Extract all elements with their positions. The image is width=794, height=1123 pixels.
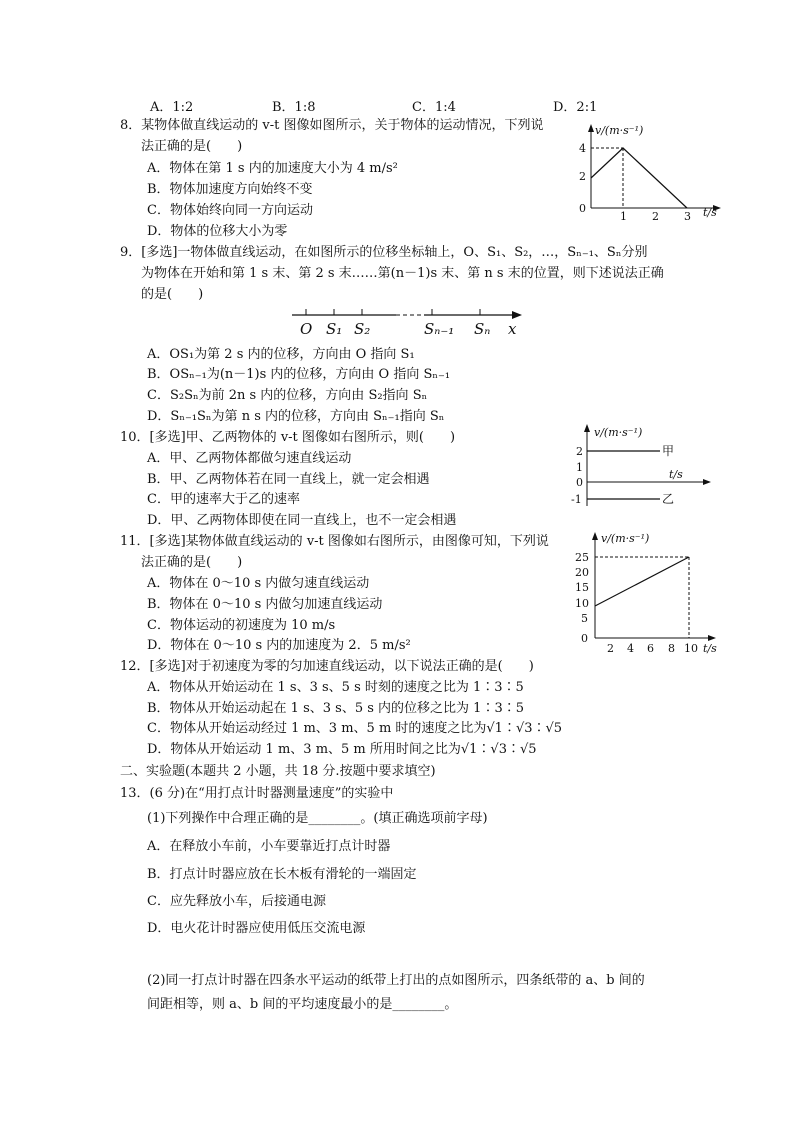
- q9-position-axis: [292, 302, 532, 342]
- q8-xtick: 2: [652, 210, 659, 223]
- q11-ytick: 20: [575, 566, 589, 579]
- q8-ytick: 2: [579, 170, 586, 183]
- q7-option-b: B．1:8: [272, 100, 316, 115]
- q12-option-a: A．物体从开始运动在 1 s、3 s、5 s 时刻的速度之比为 1∶3∶5: [147, 680, 524, 695]
- q7-option-c: C．1:4: [412, 100, 456, 115]
- q10-option-d: D．甲、乙两物体即使在同一直线上，也不一定会相遇: [147, 513, 457, 528]
- q11-option-a: A．物体在 0～10 s 内做匀速直线运动: [147, 576, 370, 591]
- section-heading: 二、实验题(本题共 2 小题，共 18 分.按题中要求填空): [120, 764, 436, 779]
- q8-xtick: 1: [620, 210, 627, 223]
- q8-stem-cont: 法正确的是( ): [141, 139, 243, 154]
- q13-option-b: B．打点计时器应放在长木板有滑轮的一端固定: [147, 867, 417, 882]
- q7-option-d: D．2:1: [553, 100, 598, 115]
- q9-option-d: D．Sₙ₋₁Sₙ为第 n s 内的位移，方向由 Sₙ₋₁指向 Sₙ: [147, 409, 445, 424]
- q13-stem: 13．(6 分)在“用打点计时器测量速度”的实验中: [120, 786, 394, 801]
- q8-xtick: 3: [684, 210, 691, 223]
- q7-option-a: A．1:2: [150, 100, 194, 115]
- q11-ytick: 5: [581, 612, 588, 625]
- q11-xtick: 4: [627, 642, 634, 655]
- q11-xtick: 8: [668, 642, 675, 655]
- q11-vt-chart: [565, 528, 735, 658]
- q13-sub2: (2)同一打点计时器在四条水平运动的纸带上打出的点如图所示，四条纸带的 a、b 间的: [147, 973, 645, 988]
- q11-series-line: [595, 557, 689, 606]
- q13-option-c: C．应先释放小车，后接通电源: [147, 894, 326, 909]
- series-yi-label: 乙: [662, 492, 675, 506]
- q11-ylabel: v/(m·s⁻¹): [601, 532, 650, 545]
- q8-vt-chart: [565, 120, 735, 230]
- q11-stem-cont: 法正确的是( ): [141, 555, 243, 570]
- q8-ylabel: v/(m·s⁻¹): [595, 124, 644, 137]
- q12-option-c: C．物体从开始运动经过 1 m、3 m、5 m 时的速度之比为√1∶√3∶√5: [147, 721, 563, 736]
- q12-option-d: D．物体从开始运动 1 m、3 m、5 m 所用时间之比为√1∶√3∶√5: [147, 742, 537, 757]
- q11-xlabel: t/s: [703, 642, 717, 655]
- q9-option-c: C．S₂Sₙ为前 2n s 内的位移，方向由 S₂指向 Sₙ: [147, 388, 428, 403]
- q11-xtick: 6: [647, 642, 654, 655]
- axis-label-sn-1: Sₙ₋₁: [424, 320, 455, 338]
- q13-option-a: A．在释放小车前，小车要靠近打点计时器: [147, 839, 391, 854]
- q11-ytick: 0: [581, 632, 588, 645]
- q11-xtick: 2: [607, 642, 614, 655]
- q10-option-a: A．甲、乙两物体都做匀速直线运动: [147, 451, 352, 466]
- q8-option-d: D．物体的位移大小为零: [147, 224, 288, 239]
- q8-option-b: B．物体加速度方向始终不变: [147, 182, 313, 197]
- q10-option-c: C．甲的速率大于乙的速率: [147, 492, 300, 507]
- q9-option-a: A．OS₁为第 2 s 内的位移，方向由 O 指向 S₁: [147, 347, 415, 362]
- q10-option-b: B．甲、乙两物体若在同一直线上，就一定会相遇: [147, 472, 430, 487]
- q10-ytick: -1: [571, 493, 582, 506]
- q10-xlabel: t/s: [669, 468, 683, 481]
- axis-label-s2: S₂: [354, 320, 371, 338]
- q8-option-c: C．物体始终向同一方向运动: [147, 203, 313, 218]
- q8-series-line: [591, 148, 687, 208]
- axis-label-x: x: [508, 320, 517, 338]
- q8-xlabel: t/s: [703, 206, 717, 219]
- q10-vt-chart: [565, 424, 735, 514]
- q11-option-c: C．物体运动的初速度为 10 m/s: [147, 618, 336, 633]
- q10-ytick: 2: [576, 445, 583, 458]
- q12-stem: 12．[多选]对于初速度为零的匀加速直线运动，以下说法正确的是( ): [120, 659, 534, 674]
- q9-option-b: B．OSₙ₋₁为(n－1)s 内的位移，方向由 O 指向 Sₙ₋₁: [147, 367, 451, 382]
- q13-sub2-cont: 间距相等，则 a、b 间的平均速度最小的是________。: [147, 997, 458, 1012]
- q8-ytick: 0: [579, 202, 586, 215]
- q13-option-d: D．电火花计时器应使用低压交流电源: [147, 921, 366, 936]
- q11-stem: 11．[多选]某物体做直线运动的 v-t 图像如右图所示，由图像可知，下列说: [120, 534, 549, 549]
- q11-ytick: 15: [575, 581, 589, 594]
- q10-stem: 10．[多选]甲、乙两物体的 v-t 图像如右图所示，则( ): [120, 430, 456, 445]
- q10-ytick: 0: [576, 476, 583, 489]
- q8-ytick: 4: [579, 142, 586, 155]
- q9-stem: 9．[多选]一物体做直线运动，在如图所示的位移坐标轴上，O、S₁、S₂，…，Sₙ₋₁、Sₙ分别: [120, 245, 648, 260]
- q12-option-b: B．物体从开始运动起在 1 s、3 s、5 s 内的位移之比为 1∶3∶5: [147, 701, 524, 716]
- q8-option-a: A．物体在第 1 s 内的加速度大小为 4 m/s²: [147, 161, 398, 176]
- axis-label-sn: Sₙ: [474, 320, 491, 338]
- q11-option-b: B．物体在 0～10 s 内做匀加速直线运动: [147, 597, 383, 612]
- q9-stem-cont2: 的是( ): [141, 287, 204, 302]
- q11-xtick: 10: [684, 642, 698, 655]
- q9-stem-cont: 为物体在开始和第 1 s 末、第 2 s 末……第(n－1)s 末、第 n s 末的位置，则下述说法正确: [141, 266, 664, 281]
- series-jia-label: 甲: [662, 444, 675, 458]
- q11-ytick: 25: [575, 551, 589, 564]
- q11-option-d: D．物体在 0～10 s 内的加速度为 2．5 m/s²: [147, 638, 411, 653]
- q11-ytick: 10: [575, 597, 589, 610]
- axis-label-o: O: [300, 320, 313, 338]
- axis-label-s1: S₁: [326, 320, 343, 338]
- q8-stem: 8．某物体做直线运动的 v-t 图像如图所示，关于物体的运动情况，下列说: [120, 118, 544, 133]
- q10-ytick: 1: [576, 461, 583, 474]
- q10-ylabel: v/(m·s⁻¹): [594, 426, 643, 439]
- q13-sub1: (1)下列操作中合理正确的是________。(填正确选项前字母): [147, 811, 488, 826]
